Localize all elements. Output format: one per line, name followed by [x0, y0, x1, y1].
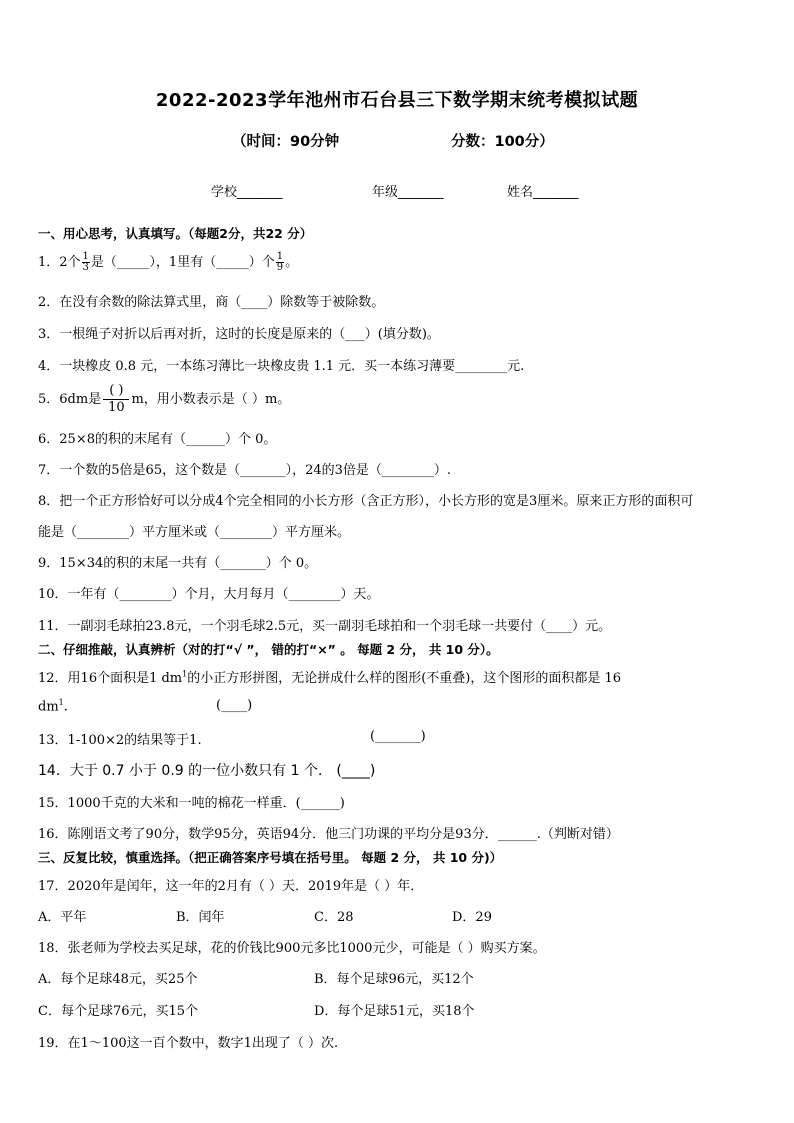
question-10: 10．一年有（________）个月，大月每月（________）天。	[38, 587, 380, 602]
question-16: 16．陈刚语文考了90分，数学95分，英语94分．他三门功课的平均分是93分．______.（判断对错）	[38, 827, 619, 842]
q13-answer-paren: (_______)	[370, 729, 426, 744]
question-8-line-1: 8．把一个正方形恰好可以分成4个完全相同的小长方形（含正方形），小长方形的宽是3厘米。原来正方形的面积可	[38, 494, 694, 509]
question-6: 6．25×8的积的末尾有（______）个 0。	[38, 432, 277, 447]
section-2-heading: 二、仔细推敲，认真辨析（对的打“√ ”， 错的打“×” 。 每题 2 分， 共 10 分）。	[38, 642, 499, 657]
name-field: 姓名_______	[507, 185, 579, 200]
fraction-denominator: 3	[82, 262, 89, 273]
q1-text-a: 1．2个	[38, 255, 81, 270]
question-12-line-2	[38, 698, 68, 714]
section-1-heading: 一、用心思考，认真填写。（每题2分，共22 分）	[38, 226, 313, 241]
question-17: 17．2020年是闰年，这一年的2月有（ ）天．2019年是（ ）年．	[38, 879, 424, 894]
page-title: 2022-2023学年池州市石台县三下数学期末统考模拟试题	[155, 90, 639, 111]
question-18: 18．张老师为学校去买足球，花的价钱比900元多比1000元少，可能是（ ）购买方案。	[38, 941, 546, 956]
q17-option-a: A．平年	[38, 910, 87, 925]
school-field: 学校_______	[211, 185, 283, 200]
fraction-denominator: 10	[108, 400, 125, 415]
q12-period: .	[63, 699, 68, 715]
q12-text-b: 的小正方形拼图，无论拼成什么样的图形(不重叠)，这个图形的面积都是 16	[187, 671, 622, 686]
question-7: 7．一个数的5倍是65，这个数是（_______），24的3倍是（________）.	[38, 463, 452, 478]
q12-text-a: 12．用16个面积是1 dm	[38, 671, 183, 686]
question-2: 2．在没有余数的除法算式里，商（____）除数等于被除数。	[38, 295, 385, 310]
question-15: 15．1000千克的大米和一吨的棉花一样重．(______)	[38, 796, 345, 811]
question-1	[38, 251, 298, 273]
q18-option-a: A．每个足球48元，买25个	[38, 972, 198, 987]
q1-text-c: 。	[285, 255, 299, 270]
question-19: 19．在1～100这一百个数中，数字1出现了（ ）次.	[38, 1036, 339, 1051]
question-4: 4．一块橡皮 0.8 元，一本练习薄比一块橡皮贵 1.1 元．买一本练习薄要________元.	[38, 359, 525, 374]
q18-option-b: B．每个足球96元，买12个	[314, 972, 474, 987]
section-3-heading: 三、反复比较，慎重选择。（把正确答案序号填在括号里。 每题 2 分， 共 10 分)）	[38, 850, 503, 865]
fraction-denominator: 9	[276, 262, 284, 273]
q17-option-b: B．闰年	[176, 910, 225, 925]
q12-unit: dm	[38, 699, 59, 715]
question-14: 14．大于 0.7 小于 0.9 的一位小数只有 1 个． (____)	[38, 763, 376, 779]
question-3: 3．一根绳子对折以后再对折，这时的长度是原来的（___）(填分数)。	[38, 327, 440, 342]
question-5	[38, 383, 290, 416]
exam-score: 分数：100分）	[451, 134, 554, 150]
q17-option-d: D．29	[452, 910, 492, 925]
fraction-one-third	[82, 252, 90, 273]
superscript: 1	[58, 698, 64, 707]
grade-field: 年级_______	[372, 185, 444, 200]
question-13: 13．1-100×2的结果等于1.	[38, 733, 202, 748]
fraction-blank-over-ten	[103, 383, 129, 416]
q5-text-b: m，用小数表示是（ ）m。	[131, 392, 291, 407]
fraction-numerator: 1	[82, 251, 89, 262]
q12-answer-paren: (____)	[216, 698, 253, 713]
fraction-one-ninth	[276, 252, 284, 273]
fraction-numerator: 1	[276, 251, 284, 262]
q17-option-c: C．28	[314, 910, 354, 925]
q1-text-b: 是（_____），1里有（_____）个	[90, 255, 275, 270]
question-8-line-2: 能是（________）平方厘米或（________）平方厘米。	[38, 525, 351, 540]
exam-time: （时间：90分钟	[232, 134, 340, 150]
question-11: 11．一副羽毛球拍23.8元，一个羽毛球2.5元，买一副羽毛球拍和一个羽毛球一共要付（____）元。	[38, 619, 612, 634]
q5-text-a: 5．6dm是	[38, 392, 102, 407]
question-12-line-1	[38, 667, 621, 686]
fraction-numerator: ( )	[103, 383, 129, 400]
question-9: 9．15×34的积的末尾一共有（_______）个 0。	[38, 556, 318, 571]
superscript: 1	[182, 669, 188, 679]
q18-option-d: D．每个足球51元，买18个	[314, 1004, 475, 1019]
q18-option-c: C．每个足球76元，买15个	[38, 1004, 199, 1019]
